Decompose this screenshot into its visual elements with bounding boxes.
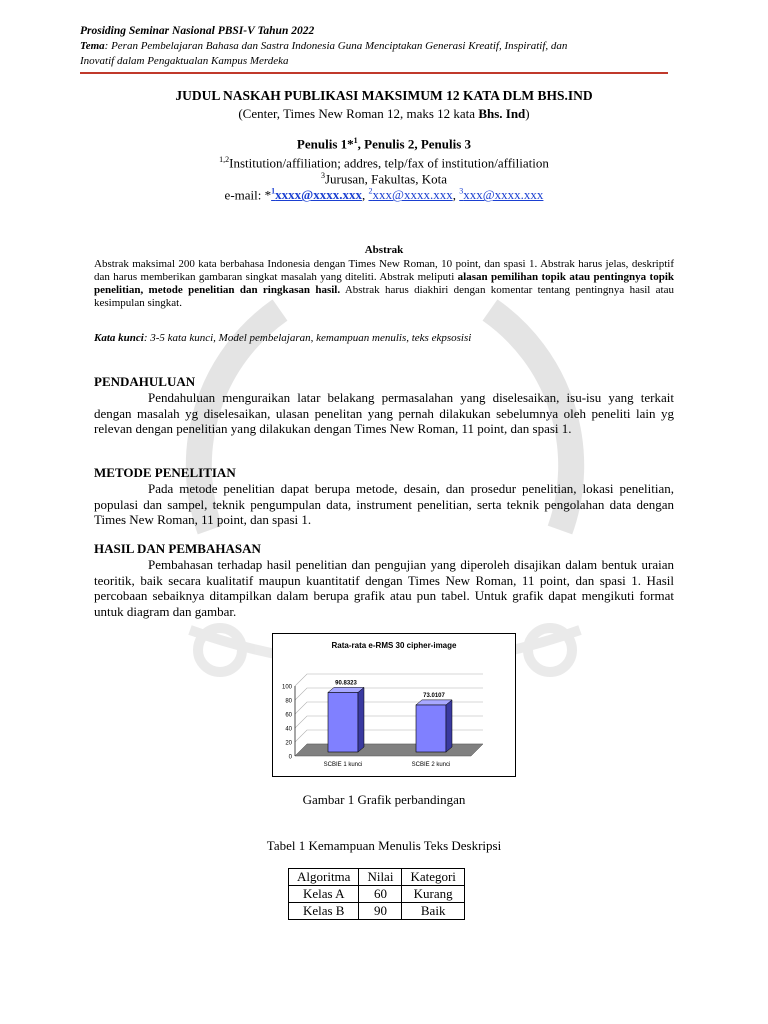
y-tick-label: 100 xyxy=(281,684,292,691)
bar-chart xyxy=(273,634,515,776)
table-cell: 90 xyxy=(359,903,402,920)
section-title-hasil: HASIL DAN PEMBAHASAN xyxy=(94,541,261,556)
table-header-cell: Nilai xyxy=(359,869,402,886)
y-tick-label: 20 xyxy=(285,740,292,747)
affiliation-1: $^{1,2}$Institution/affiliation; addres, telp/fax of institution/affiliation xyxy=(219,155,549,171)
table-cell: 60 xyxy=(359,886,402,903)
gridline xyxy=(295,688,483,700)
y-tick-label: 40 xyxy=(285,726,292,733)
bar-top xyxy=(416,700,452,705)
bar xyxy=(328,692,358,752)
table-cell: Baik xyxy=(402,903,464,920)
abstract-body: Abstrak maksimal 200 kata berbahasa Indonesia dengan Times New Roman, 10 point, dan spasi 1. Abstrak harus jelas, deskriptif dan harus memberikan gambaran singkat masalah yang diteliti. Abstrak meliputi alasan pemilihan topik atau pentingnya topik penelitian, metode penelitian dan ringkasan hasil. Abstrak harus diakhiri dengan komentar tentang pentingnya hasil atau kesimpulan singkat. xyxy=(94,258,674,309)
figure-caption: Gambar 1 Grafik perbandingan xyxy=(302,792,466,807)
y-tick-label: 80 xyxy=(285,698,292,705)
table-cell: Kelas B xyxy=(289,903,359,920)
bar-side xyxy=(446,700,452,752)
y-tick-label: 60 xyxy=(285,712,292,719)
bar-side xyxy=(358,687,364,752)
email-line: e-mail: *$^1$xxxx@xxxx.xxx, $^2$xxx@xxxx.xxx, $^3$xxx@xxxx.xxx xyxy=(224,187,544,203)
y-tick-label: 0 xyxy=(288,754,292,761)
email-link-1[interactable]: $^1$xxxx@xxxx.xxx xyxy=(271,187,362,203)
section-text-metode: Pada metode penelitian dapat berupa metode, desain, dan prosedur penelitian, lokasi penelitian, populasi dan sampel, teknik pengumpulan data, instrument penelitian, serta teknik pengolahan data dengan Times New Roman, 11 point, dan spasi 1. xyxy=(94,481,674,527)
gridline xyxy=(295,702,483,714)
title-instruction: (Center, Times New Roman 12, maks 12 kata Bhs. Ind) xyxy=(238,106,530,121)
email-link-3[interactable]: $^3$xxx@xxxx.xxx xyxy=(459,187,544,203)
table-header-cell: Kategori xyxy=(402,869,464,886)
bar-top xyxy=(328,687,364,692)
x-tick-label: SCBIE 2 kunci xyxy=(411,762,451,768)
header-divider xyxy=(80,72,668,74)
proceeding-name: Prosiding Seminar Nasional PBSI-V Tahun 2022 xyxy=(80,25,315,37)
section-title-pendahuluan: PENDAHULUAN xyxy=(94,374,196,389)
abstract-heading: Abstrak xyxy=(364,244,404,256)
keywords: Kata kunci: 3-5 kata kunci, Model pembelajaran, kemampuan menulis, teks ekpsosisi xyxy=(94,332,472,344)
section-text-pendahuluan: Pendahuluan menguraikan latar belakang permasalahan yang diselesaikan, isu-isu yang terkait dengan masalah yg diselesaikan, ulasan penelitan yang pernah dilakukan sebelumnya oleh peneliti lain yg relevan dengan penelitian yang dilakukan dengan Times New Roman, 11 point, dan spasi 1. xyxy=(94,390,674,436)
table-row xyxy=(289,886,465,903)
email-link-2[interactable]: $^2$xxx@xxxx.xxx xyxy=(368,187,453,203)
gridline xyxy=(295,730,483,742)
gridline xyxy=(295,674,483,686)
theme-line-2: Inovatif dalam Pengaktualan Kampus Merdeka xyxy=(80,55,289,67)
chart-title: Rata-rata e-RMS 30 cipher-image xyxy=(331,641,457,650)
author-list: Penulis 1*$^1$, Penulis 2, Penulis 3 xyxy=(296,136,472,152)
bar xyxy=(416,705,446,752)
table-header-row xyxy=(289,869,465,886)
table-row xyxy=(289,903,465,920)
data-label: 73.0107 xyxy=(423,692,445,699)
section-text-hasil: Pembahasan terhadap hasil penelitian dan pengujian yang diperoleh disajikan dalam bentuk uraian teoritik, baik secara kualitatif maupun kuantitatif dengan Times New Roman, 11 point, dan spasi 1. Hasil percobaan sebaiknya ditampilkan dalam berupa grafik atau pun tabel. Untuk grafik dapat mengikuti format untuk diagram dan gambar. xyxy=(94,557,674,619)
x-tick-label: SCBIE 1 kunci xyxy=(323,762,363,768)
data-label: 90.8323 xyxy=(335,680,357,687)
data-table xyxy=(288,868,465,920)
chart-floor xyxy=(295,744,483,756)
paper-title: JUDUL NASKAH PUBLIKASI MAKSIMUM 12 KATA DLM BHS.IND xyxy=(175,88,593,103)
proceeding-header xyxy=(80,24,680,69)
theme-line-1: Tema: Peran Pembelajaran Bahasa dan Sastra Indonesia Guna Menciptakan Generasi Kreatif, Inspiratif, dan xyxy=(80,40,568,52)
gridline xyxy=(295,716,483,728)
table-cell: Kurang xyxy=(402,886,464,903)
affiliation-2: $^3$Jurusan, Fakultas, Kota xyxy=(320,171,448,187)
table-cell: Kelas A xyxy=(289,886,359,903)
table-caption: Tabel 1 Kemampuan Menulis Teks Deskripsi xyxy=(266,838,502,853)
bar-chart-figure xyxy=(272,633,516,777)
table-header-cell: Algoritma xyxy=(289,869,359,886)
section-title-metode: METODE PENELITIAN xyxy=(94,465,236,480)
